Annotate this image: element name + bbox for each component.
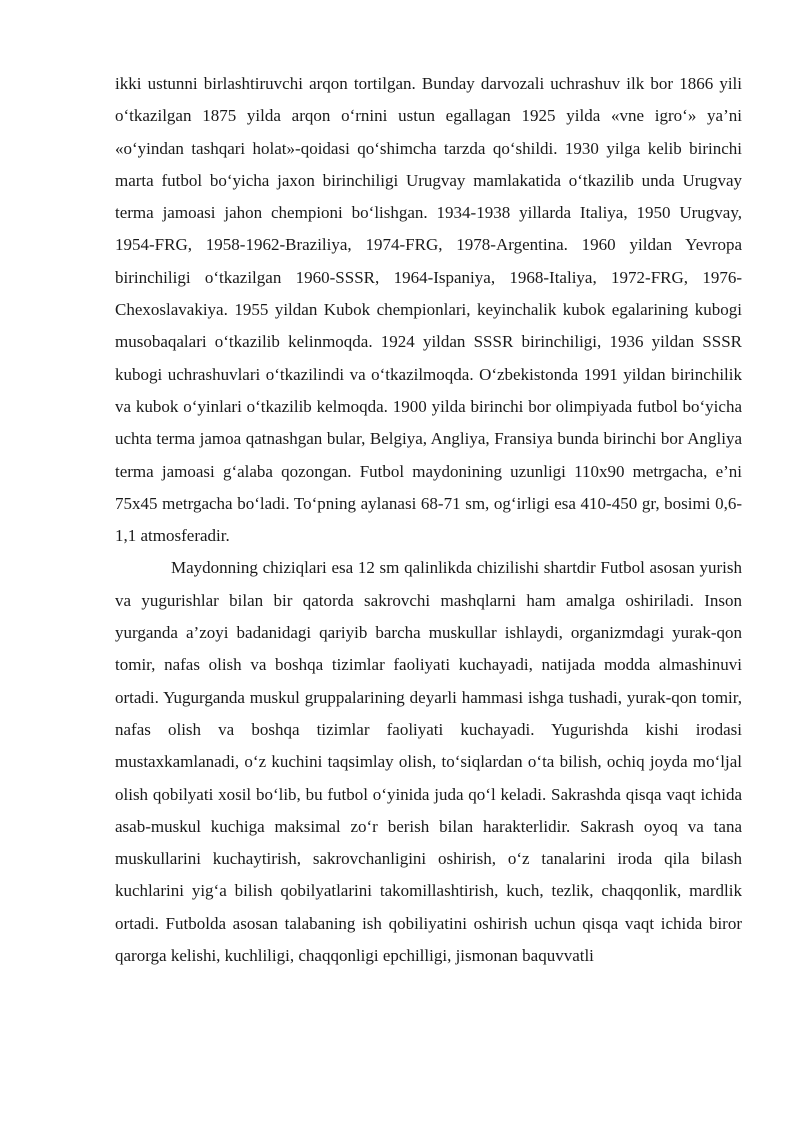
paragraph-history: ikki ustunni birlashtiruvchi arqon tortilgan. Bunday darvozali uchrashuv ilk bor 1866 yili o‘tkazilgan 1875 yilda arqon o‘rnini ustun egallagan 1925 yilda «vne igro‘» ya’ni «o‘yindan tashqari holat»-qoidasi qo‘shimcha tarzda qo‘shildi. 1930 yilga kelib birinchi marta futbol bo‘yicha jaxon birinchiligi Urugvay mamlakatida o‘tkazilib unda Urugvay terma jamoasi jahon chempioni bo‘lishgan. 1934-1938 yillarda Italiya, 1950 Urugvay, 1954-FRG, 1958-1962-Braziliya, 1974-FRG, 1978-Argentina. 1960 yildan Yevropa birinchiligi o‘tkazilgan 1960-SSSR, 1964-Ispaniya, 1968-Italiya, 1972-FRG, 1976-Chexoslavakiya. 1955 yildan Kubok chempionlari, keyinchalik kubok egalarining kubogi musobaqalari o‘tkazilib kelinmoqda. 1924 yildan SSSR birinchiligi, 1936 yildan SSSR kubogi uchrashuvlari o‘tkazilindi va o‘tkazilmoqda. O‘zbekistonda 1991 yildan birinchilik va kubok o‘yinlari o‘tkazilib kelmoqda. 1900 yilda birinchi bor olimpiyada futbol bo‘yicha uchta terma jamoa qatnashgan bular, Belgiya, Angliya, Fransiya bunda birinchi bor Angliya terma jamoasi g‘alaba qozongan. Futbol maydonining uzunligi 110x90 metrgacha, e’ni 75x45 metrgacha bo‘ladi. To‘pning aylanasi 68-71 sm, og‘irligi esa 410-450 gr, bosimi 0,6-1,1 atmosferadir. bbox=[115, 74, 742, 546]
paragraph-field-and-training: Maydonning chiziqlari esa 12 sm qalinlikda chizilishi shartdir Futbol asosan yurish va yugurishlar bilan bir qatorda sakrovchi mashqlarni ham amalga oshiriladi. Inson yurganda a’zoyi badanidagi qariyib barcha muskullar ishlaydi, organizmdagi yurak-qon tomir, nafas olish va boshqa tizimlar faoliyati kuchayadi, natijada modda almashinuvi ortadi. Yugurganda muskul gruppalarining deyarli hammasi ishga tushadi, yurak-qon tomir, nafas olish va boshqa tizimlar faoliyati kuchayadi. Yugurishda kishi irodasi mustaxkamlanadi, o‘z kuchini taqsimlay olish, to‘siqlardan o‘ta bilish, ochiq joyda mo‘ljal olish qobilyati xosil bo‘lib, bu futbol o‘yinida juda qo‘l keladi. Sakrashda qisqa vaqt ichida asab-muskul kuchiga maksimal zo‘r berish bilan harakterlidir. Sakrash oyoq va tana muskullarini kuchaytirish, sakrovchanligini oshirish, o‘z tanalarini iroda qila bilash kuchlarini yig‘a bilish qobilyatlarini takomillashtirish, kuch, tezlik, chaqqonlik, mardlik ortadi. Futbolda asosan talabaning ish qobiliyatini oshirish uchun qisqa vaqt ichida biror qarorga kelishi, kuchliligi, chaqqonligi epchilligi, jismonan baquvvatli bbox=[115, 558, 742, 966]
document-page bbox=[115, 68, 742, 972]
